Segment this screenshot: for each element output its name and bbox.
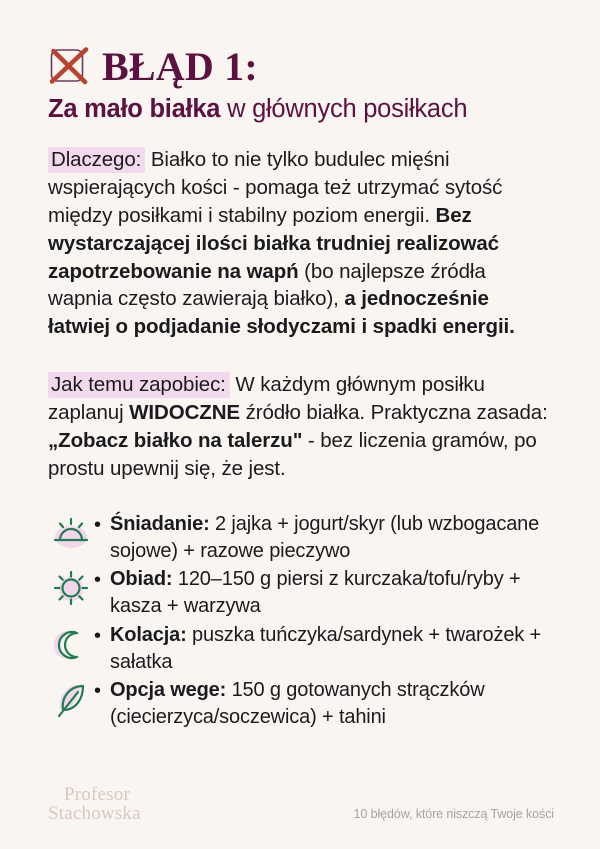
list-item-label: Śniadanie:: [110, 512, 210, 535]
list-item-detail: 2 jajka + jogurt/skyr (lub wzbogacane sojowe) + razowe pieczywo: [110, 512, 540, 562]
emphasis-text: a jednocześnie łatwiej o podjadanie słodyczami i spadki energii.: [48, 287, 515, 339]
page-subtitle-rest: w głównych posiłkach: [220, 95, 468, 123]
emphasis-text: Bez wystarczającej ilości białka trudniej realizować zapotrzebowanie na wapń: [48, 203, 499, 283]
x-cross-icon: [48, 46, 90, 88]
list-item-detail: 120–150 g piersi z kurczaka/tofu/ryby + kasza + warzywa: [110, 568, 521, 618]
list-bullet: •: [94, 513, 102, 536]
moon-icon: [48, 624, 94, 666]
list-bullet: •: [94, 624, 102, 647]
list-bullet: •: [94, 680, 102, 703]
body-text: źródło białka. Praktyczna zasada:: [239, 401, 548, 425]
list-item: [48, 622, 552, 676]
brand-logo: [48, 785, 141, 823]
list-item-text: [110, 622, 552, 676]
list-item-text: [110, 566, 552, 620]
list-item-detail: 150 g gotowanych strączków (ciecierzyca/soczewica) + tahini: [110, 679, 485, 729]
list-bullet: •: [94, 569, 102, 592]
list-item-detail: puszka tuńczyka/sardynek + twarożek + sałatka: [110, 623, 542, 673]
body-text: W każdym głównym posiłku zaplanuj: [48, 373, 485, 425]
paragraph-how-label: Jak temu zapobiec:: [48, 372, 230, 398]
list-item-text: [110, 511, 552, 565]
page-title-eyebrow: BŁĄD 1:: [102, 43, 258, 89]
body-text: (bo najlepsze źródła wapnia często zawierają białko),: [48, 259, 486, 311]
list-item: [48, 566, 552, 620]
paragraph-why-body: [48, 148, 515, 338]
list-item-label: Obiad:: [110, 568, 173, 591]
list-item: [48, 511, 552, 565]
page-subtitle-strong: Za mało białka: [48, 95, 221, 123]
emphasis-text: „Zobacz białko na talerzu": [48, 428, 303, 452]
list-item-text: [110, 677, 552, 731]
header: [48, 43, 552, 89]
list-item-label: Opcja wege:: [110, 679, 227, 702]
footer-tagline: 10 błędów, które niszczą Twoje kości: [353, 807, 554, 821]
paragraph-why-label: Dlaczego:: [48, 147, 145, 173]
brand-line-stachowska: Stachowska: [48, 803, 141, 824]
emphasis-text: WIDOCZNE: [129, 401, 240, 425]
sunrise-icon: [48, 513, 94, 555]
leaf-icon: [48, 679, 94, 721]
paragraph-how: [48, 371, 552, 483]
list-item: [48, 677, 552, 731]
brand-line-profesor: Profesor: [64, 784, 130, 805]
body-text: - bez liczenia gramów, po prostu upewnij się, że jest.: [48, 428, 537, 480]
paragraph-why: [48, 146, 552, 341]
list-item-label: Kolacja:: [110, 623, 187, 646]
footer: [48, 785, 554, 823]
meal-list: [48, 511, 552, 731]
sun-icon: [48, 568, 94, 610]
body-text: Białko to nie tylko budulec mięśni wspierających kości - pomaga też utrzymać sytość między posiłkami i stabilny poziom energii.: [48, 148, 503, 227]
page-subtitle: [48, 94, 552, 124]
